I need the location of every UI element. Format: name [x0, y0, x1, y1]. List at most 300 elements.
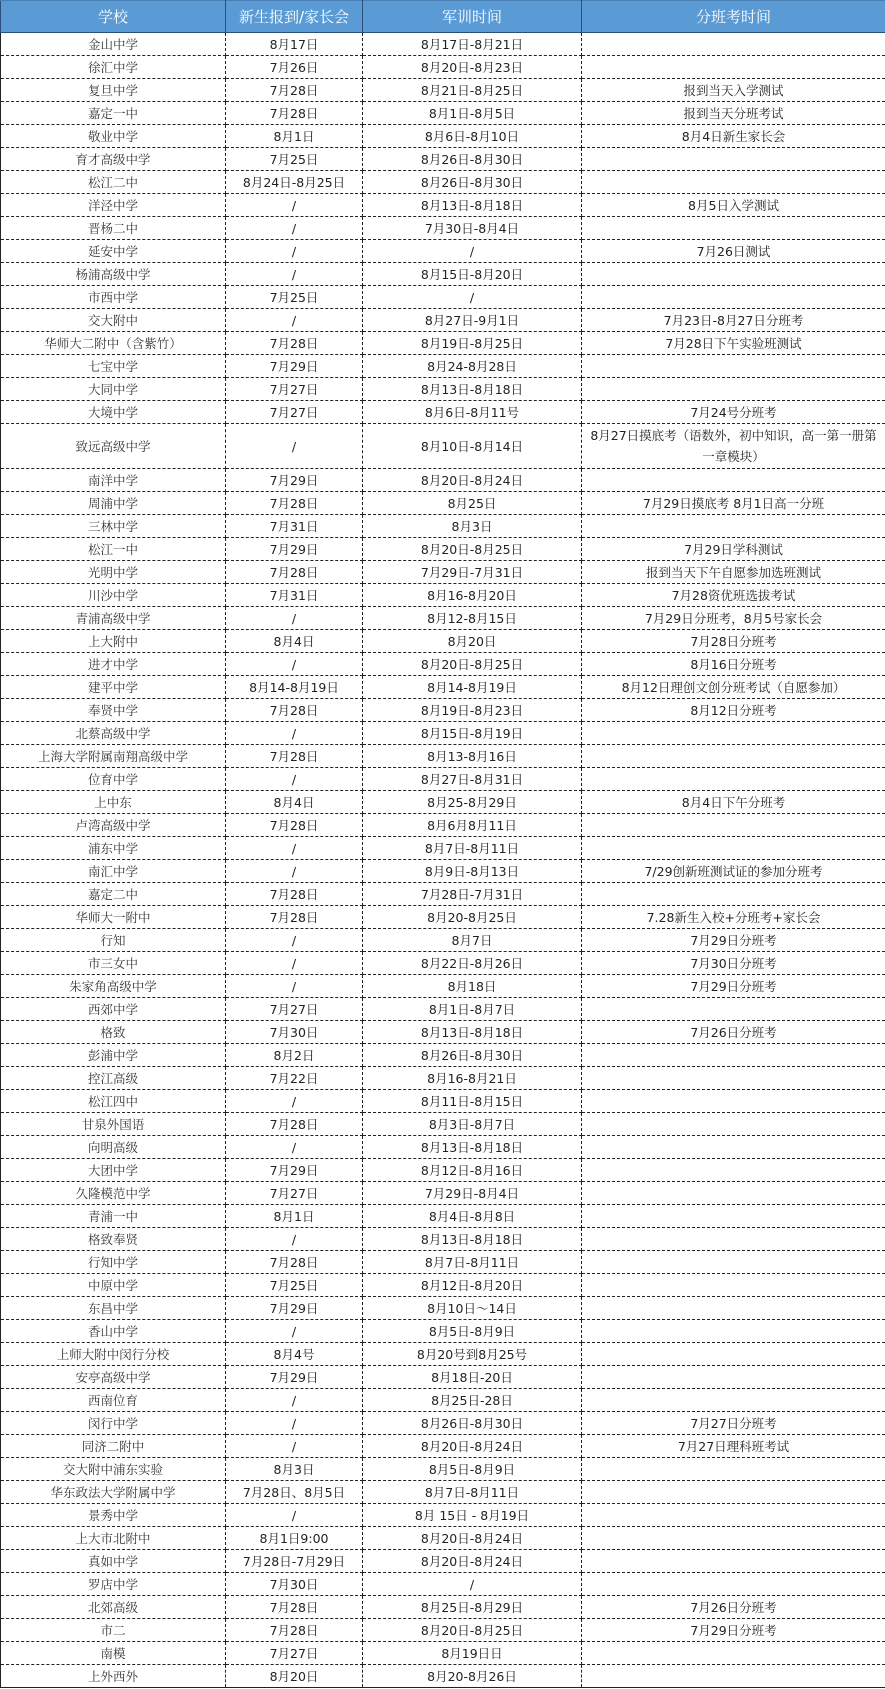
military-training-cell: 8月11日-8月15日: [363, 1090, 582, 1113]
placement-exam-cell: [582, 1481, 885, 1504]
school-cell: 西郊中学: [1, 998, 226, 1021]
military-training-cell: 8月25日-28日: [363, 1389, 582, 1412]
military-training-cell: 8月 15日 - 8月19日: [363, 1504, 582, 1527]
table-row: [1, 1619, 885, 1642]
military-training-cell: 8月19日-8月25日: [363, 332, 582, 355]
table-row: [1, 240, 885, 263]
school-cell: 控江高级: [1, 1067, 226, 1090]
placement-exam-cell: [582, 355, 885, 378]
placement-exam-cell: [582, 1320, 885, 1343]
table-row: [1, 1642, 885, 1665]
placement-exam-cell: [582, 1366, 885, 1389]
table-row: [1, 1320, 885, 1343]
placement-exam-cell: [582, 722, 885, 745]
placement-exam-cell: [582, 1665, 885, 1688]
registration-cell: /: [226, 952, 363, 975]
registration-cell: /: [226, 194, 363, 217]
school-cell: 真如中学: [1, 1550, 226, 1573]
military-training-cell: 8月1日-8月7日: [363, 998, 582, 1021]
military-training-cell: 8月20号到8月25号: [363, 1343, 582, 1366]
military-training-cell: 8月20日-8月24日: [363, 1435, 582, 1458]
school-cell: 南模: [1, 1642, 226, 1665]
placement-exam-cell: [582, 1228, 885, 1251]
table-row: [1, 79, 885, 102]
table-row: [1, 332, 885, 355]
military-training-cell: 8月16-8月21日: [363, 1067, 582, 1090]
school-cell: 大境中学: [1, 401, 226, 424]
placement-exam-cell: [582, 1182, 885, 1205]
table-row: [1, 1251, 885, 1274]
school-cell: 嘉定二中: [1, 883, 226, 906]
placement-exam-cell: [582, 1389, 885, 1412]
military-training-cell: 8月6日-8月11号: [363, 401, 582, 424]
registration-cell: 7月28日: [226, 492, 363, 515]
military-training-cell: 8月21日-8月25日: [363, 79, 582, 102]
placement-exam-cell: 7月27日理科班考试: [582, 1435, 885, 1458]
registration-cell: /: [226, 722, 363, 745]
school-cell: 松江二中: [1, 171, 226, 194]
table-row: [1, 814, 885, 837]
table-row: [1, 768, 885, 791]
registration-cell: 7月30日: [226, 1573, 363, 1596]
school-cell: 南洋中学: [1, 469, 226, 492]
table-row: [1, 538, 885, 561]
registration-cell: 7月28日: [226, 745, 363, 768]
table-row: [1, 148, 885, 171]
registration-cell: /: [226, 424, 363, 469]
school-cell: 杨浦高级中学: [1, 263, 226, 286]
placement-exam-cell: [582, 1205, 885, 1228]
registration-cell: /: [226, 1389, 363, 1412]
placement-exam-cell: [582, 883, 885, 906]
table-row: [1, 929, 885, 952]
placement-exam-cell: [582, 1274, 885, 1297]
military-training-cell: 8月7日-8月11日: [363, 1481, 582, 1504]
table-row: [1, 102, 885, 125]
table-row: [1, 653, 885, 676]
placement-exam-cell: [582, 148, 885, 171]
school-cell: 行知中学: [1, 1251, 226, 1274]
registration-cell: /: [226, 240, 363, 263]
table-row: [1, 745, 885, 768]
registration-cell: 7月28日: [226, 561, 363, 584]
placement-exam-cell: 7月29日学科测试: [582, 538, 885, 561]
military-training-cell: 8月26日-8月30日: [363, 1412, 582, 1435]
table-row: [1, 791, 885, 814]
placement-exam-cell: [582, 1159, 885, 1182]
placement-exam-cell: [582, 1642, 885, 1665]
placement-exam-cell: [582, 814, 885, 837]
registration-cell: 7月29日: [226, 538, 363, 561]
placement-exam-cell: 8月5日入学测试: [582, 194, 885, 217]
table-row: [1, 1274, 885, 1297]
placement-exam-cell: [582, 469, 885, 492]
registration-cell: 7月31日: [226, 515, 363, 538]
school-cell: 市西中学: [1, 286, 226, 309]
military-training-cell: 8月13日-8月18日: [363, 1021, 582, 1044]
placement-exam-cell: [582, 263, 885, 286]
registration-cell: 8月4日: [226, 630, 363, 653]
placement-exam-cell: 7月26日测试: [582, 240, 885, 263]
military-training-cell: 7月28日-7月31日: [363, 883, 582, 906]
table-row: [1, 1182, 885, 1205]
placement-exam-cell: 8月4日新生家长会: [582, 125, 885, 148]
placement-exam-cell: 8月27日摸底考（语数外，初中知识，高一第一册第一章模块）: [582, 424, 885, 469]
placement-exam-cell: [582, 33, 885, 56]
military-training-cell: 8月20日-8月25日: [363, 653, 582, 676]
registration-cell: 7月28日: [226, 332, 363, 355]
registration-cell: /: [226, 1320, 363, 1343]
military-training-cell: 8月18日: [363, 975, 582, 998]
placement-exam-cell: [582, 1136, 885, 1159]
placement-exam-cell: [582, 286, 885, 309]
school-cell: 景秀中学: [1, 1504, 226, 1527]
registration-cell: /: [226, 975, 363, 998]
table-row: [1, 561, 885, 584]
registration-cell: 7月28日-7月29日: [226, 1550, 363, 1573]
table-body: [1, 33, 885, 1688]
placement-exam-cell: [582, 1113, 885, 1136]
military-training-cell: 8月20-8月26日: [363, 1665, 582, 1688]
school-cell: 上大市北附中: [1, 1527, 226, 1550]
school-cell: 松江四中: [1, 1090, 226, 1113]
registration-cell: 7月25日: [226, 286, 363, 309]
school-cell: 西南位育: [1, 1389, 226, 1412]
table-row: [1, 1090, 885, 1113]
registration-cell: 7月28日: [226, 883, 363, 906]
table-row: [1, 883, 885, 906]
school-cell: 洋泾中学: [1, 194, 226, 217]
placement-exam-cell: 7月29日分班考: [582, 1619, 885, 1642]
school-cell: 格致奉贤: [1, 1228, 226, 1251]
military-training-cell: 8月25日: [363, 492, 582, 515]
registration-cell: 7月27日: [226, 378, 363, 401]
military-training-cell: 8月20日-8月25日: [363, 538, 582, 561]
military-training-cell: /: [363, 1573, 582, 1596]
header-school: 学校: [1, 1, 226, 33]
placement-exam-cell: 7月29日分班考: [582, 929, 885, 952]
placement-exam-cell: 报到当天入学测试: [582, 79, 885, 102]
table-row: [1, 1389, 885, 1412]
registration-cell: /: [226, 1412, 363, 1435]
military-training-cell: 8月20-8月25日: [363, 906, 582, 929]
military-training-cell: 8月26日-8月30日: [363, 171, 582, 194]
registration-cell: /: [226, 1504, 363, 1527]
table-row: [1, 1366, 885, 1389]
school-cell: 三林中学: [1, 515, 226, 538]
school-cell: 致远高级中学: [1, 424, 226, 469]
placement-exam-cell: 8月4日下午分班考: [582, 791, 885, 814]
table-row: [1, 1596, 885, 1619]
table-row: [1, 1435, 885, 1458]
table-row: [1, 194, 885, 217]
school-cell: 上外西外: [1, 1665, 226, 1688]
school-cell: 延安中学: [1, 240, 226, 263]
school-cell: 北郊高级: [1, 1596, 226, 1619]
table-row: [1, 676, 885, 699]
table-row: [1, 1481, 885, 1504]
table-row: [1, 1504, 885, 1527]
table-row: [1, 607, 885, 630]
registration-cell: 7月28日: [226, 1619, 363, 1642]
school-cell: 上海大学附属南翔高级中学: [1, 745, 226, 768]
placement-exam-cell: 7月27日分班考: [582, 1412, 885, 1435]
table-row: [1, 1297, 885, 1320]
header-row: [1, 1, 885, 33]
registration-cell: 7月28日: [226, 699, 363, 722]
table-row: [1, 1527, 885, 1550]
school-cell: 建平中学: [1, 676, 226, 699]
school-cell: 青浦一中: [1, 1205, 226, 1228]
placement-exam-cell: [582, 378, 885, 401]
registration-cell: 7月28日: [226, 1596, 363, 1619]
registration-cell: 7月27日: [226, 1642, 363, 1665]
school-cell: 敬业中学: [1, 125, 226, 148]
school-cell: 松江一中: [1, 538, 226, 561]
placement-exam-cell: [582, 1343, 885, 1366]
registration-cell: 7月26日: [226, 56, 363, 79]
table-row: [1, 263, 885, 286]
military-training-cell: 8月4日-8月8日: [363, 1205, 582, 1228]
registration-cell: 7月25日: [226, 148, 363, 171]
registration-cell: 8月17日: [226, 33, 363, 56]
table-row: [1, 1343, 885, 1366]
registration-cell: /: [226, 1136, 363, 1159]
table-row: [1, 125, 885, 148]
table-row: [1, 699, 885, 722]
military-training-cell: 7月30日-8月4日: [363, 217, 582, 240]
placement-exam-cell: 7月26日分班考: [582, 1596, 885, 1619]
school-cell: 光明中学: [1, 561, 226, 584]
registration-cell: 7月28日: [226, 906, 363, 929]
school-cell: 甘泉外国语: [1, 1113, 226, 1136]
school-cell: 上中东: [1, 791, 226, 814]
table-row: [1, 1113, 885, 1136]
registration-cell: 7月29日: [226, 355, 363, 378]
placement-exam-cell: 7月24号分班考: [582, 401, 885, 424]
military-training-cell: 8月5日-8月9日: [363, 1320, 582, 1343]
registration-cell: 8月20日: [226, 1665, 363, 1688]
school-cell: 交大附中: [1, 309, 226, 332]
school-cell: 复旦中学: [1, 79, 226, 102]
placement-exam-cell: [582, 768, 885, 791]
school-cell: 华师大一附中: [1, 906, 226, 929]
table-row: [1, 906, 885, 929]
table-row: [1, 217, 885, 240]
military-training-cell: 8月12日-8月16日: [363, 1159, 582, 1182]
table-row: [1, 1573, 885, 1596]
placement-exam-cell: 8月16日分班考: [582, 653, 885, 676]
table-row: [1, 469, 885, 492]
placement-exam-cell: 7月29日分班考: [582, 975, 885, 998]
school-cell: 同济二附中: [1, 1435, 226, 1458]
military-training-cell: /: [363, 286, 582, 309]
school-cell: 大同中学: [1, 378, 226, 401]
military-training-cell: 8月16-8月20日: [363, 584, 582, 607]
placement-exam-cell: [582, 515, 885, 538]
table-row: [1, 492, 885, 515]
school-cell: 嘉定一中: [1, 102, 226, 125]
table-row: [1, 1136, 885, 1159]
school-cell: 彭浦中学: [1, 1044, 226, 1067]
school-cell: 卢湾高级中学: [1, 814, 226, 837]
table-row: [1, 998, 885, 1021]
table-row: [1, 1159, 885, 1182]
registration-cell: 8月1日9:00: [226, 1527, 363, 1550]
registration-cell: 7月28日、8月5日: [226, 1481, 363, 1504]
military-training-cell: 8月17日-8月21日: [363, 33, 582, 56]
military-training-cell: 8月27日-8月31日: [363, 768, 582, 791]
school-cell: 位育中学: [1, 768, 226, 791]
registration-cell: /: [226, 607, 363, 630]
military-training-cell: 8月18日-20日: [363, 1366, 582, 1389]
registration-cell: 8月24日-8月25日: [226, 171, 363, 194]
registration-cell: 7月28日: [226, 79, 363, 102]
table-row: [1, 355, 885, 378]
registration-cell: /: [226, 768, 363, 791]
school-cell: 华东政法大学附属中学: [1, 1481, 226, 1504]
table-row: [1, 171, 885, 194]
school-cell: 香山中学: [1, 1320, 226, 1343]
school-cell: 华师大二附中（含紫竹）: [1, 332, 226, 355]
military-training-cell: 8月26日-8月30日: [363, 148, 582, 171]
placement-exam-cell: 7月29日摸底考 8月1日高一分班: [582, 492, 885, 515]
placement-exam-cell: [582, 1297, 885, 1320]
school-cell: 川沙中学: [1, 584, 226, 607]
placement-exam-cell: [582, 56, 885, 79]
table-row: [1, 378, 885, 401]
school-cell: 中原中学: [1, 1274, 226, 1297]
military-training-cell: 8月20日-8月23日: [363, 56, 582, 79]
registration-cell: 8月14-8月19日: [226, 676, 363, 699]
military-training-cell: 8月10日-8月14日: [363, 424, 582, 469]
placement-exam-cell: [582, 1251, 885, 1274]
table-row: [1, 401, 885, 424]
registration-cell: 7月30日: [226, 1021, 363, 1044]
placement-exam-cell: [582, 837, 885, 860]
military-training-cell: 8月20日-8月24日: [363, 1550, 582, 1573]
registration-cell: 7月27日: [226, 401, 363, 424]
table-row: [1, 1044, 885, 1067]
table-row: [1, 975, 885, 998]
military-training-cell: 8月6日-8月10日: [363, 125, 582, 148]
school-cell: 北蔡高级中学: [1, 722, 226, 745]
registration-cell: 8月4日: [226, 791, 363, 814]
placement-exam-cell: 报到当天下午自愿参加选班测试: [582, 561, 885, 584]
military-training-cell: 8月12-8月15日: [363, 607, 582, 630]
school-cell: 东昌中学: [1, 1297, 226, 1320]
table-row: [1, 286, 885, 309]
military-training-cell: 8月15日-8月19日: [363, 722, 582, 745]
table-row: [1, 1665, 885, 1688]
placement-exam-cell: [582, 1527, 885, 1550]
table-row: [1, 952, 885, 975]
registration-cell: 7月31日: [226, 584, 363, 607]
military-training-cell: 8月24-8月28日: [363, 355, 582, 378]
military-training-cell: 8月5日-8月9日: [363, 1458, 582, 1481]
military-training-cell: 8月3日: [363, 515, 582, 538]
military-training-cell: 8月6月8月11日: [363, 814, 582, 837]
military-training-cell: 8月20日-8月24日: [363, 469, 582, 492]
military-training-cell: 7月29日-7月31日: [363, 561, 582, 584]
school-cell: 七宝中学: [1, 355, 226, 378]
registration-cell: 8月2日: [226, 1044, 363, 1067]
table-row: [1, 860, 885, 883]
table-row: [1, 584, 885, 607]
placement-exam-cell: [582, 1504, 885, 1527]
table-row: [1, 33, 885, 56]
school-cell: 晋杨二中: [1, 217, 226, 240]
placement-exam-cell: [582, 998, 885, 1021]
school-cell: 格致: [1, 1021, 226, 1044]
placement-exam-cell: 7月26日分班考: [582, 1021, 885, 1044]
registration-cell: /: [226, 309, 363, 332]
placement-exam-cell: 8月12日理创文创分班考试（自愿参加）: [582, 676, 885, 699]
table-row: [1, 56, 885, 79]
registration-cell: /: [226, 1090, 363, 1113]
military-training-cell: 8月20日: [363, 630, 582, 653]
registration-cell: 8月1日: [226, 125, 363, 148]
military-training-cell: 8月25日-8月29日: [363, 1596, 582, 1619]
military-training-cell: 8月13日-8月18日: [363, 1136, 582, 1159]
military-training-cell: /: [363, 240, 582, 263]
registration-cell: /: [226, 837, 363, 860]
military-training-cell: 8月9日-8月13日: [363, 860, 582, 883]
registration-cell: 7月28日: [226, 1251, 363, 1274]
school-cell: 南汇中学: [1, 860, 226, 883]
military-training-cell: 8月20日-8月25日: [363, 1619, 582, 1642]
table-row: [1, 722, 885, 745]
military-training-cell: 8月7日-8月11日: [363, 837, 582, 860]
table-row: [1, 1021, 885, 1044]
table-row: [1, 630, 885, 653]
registration-cell: 7月27日: [226, 998, 363, 1021]
placement-exam-cell: 7月28日分班考: [582, 630, 885, 653]
header-placement-exam: 分班考时间: [582, 1, 885, 33]
school-cell: 罗店中学: [1, 1573, 226, 1596]
registration-cell: 8月3日: [226, 1458, 363, 1481]
placement-exam-cell: [582, 1573, 885, 1596]
military-training-cell: 8月25-8月29日: [363, 791, 582, 814]
registration-cell: /: [226, 653, 363, 676]
registration-cell: 7月28日: [226, 814, 363, 837]
placement-exam-cell: 7月30日分班考: [582, 952, 885, 975]
placement-exam-cell: [582, 1044, 885, 1067]
registration-cell: 7月28日: [226, 102, 363, 125]
military-training-cell: 8月7日: [363, 929, 582, 952]
school-cell: 青浦高级中学: [1, 607, 226, 630]
school-cell: 闵行中学: [1, 1412, 226, 1435]
school-cell: 金山中学: [1, 33, 226, 56]
table-row: [1, 309, 885, 332]
registration-cell: /: [226, 1435, 363, 1458]
registration-cell: 7月28日: [226, 1113, 363, 1136]
table-row: [1, 515, 885, 538]
school-cell: 朱家角高级中学: [1, 975, 226, 998]
registration-cell: 7月27日: [226, 1182, 363, 1205]
military-training-cell: 8月14-8月19日: [363, 676, 582, 699]
school-cell: 市三女中: [1, 952, 226, 975]
placement-exam-cell: [582, 1550, 885, 1573]
military-training-cell: 8月26日-8月30日: [363, 1044, 582, 1067]
placement-exam-cell: [582, 1090, 885, 1113]
military-training-cell: 8月13-8月16日: [363, 745, 582, 768]
table-row: [1, 837, 885, 860]
header-registration: 新生报到/家长会: [226, 1, 363, 33]
placement-exam-cell: [582, 217, 885, 240]
military-training-cell: 8月13日-8月18日: [363, 1228, 582, 1251]
placement-exam-cell: 8月12日分班考: [582, 699, 885, 722]
